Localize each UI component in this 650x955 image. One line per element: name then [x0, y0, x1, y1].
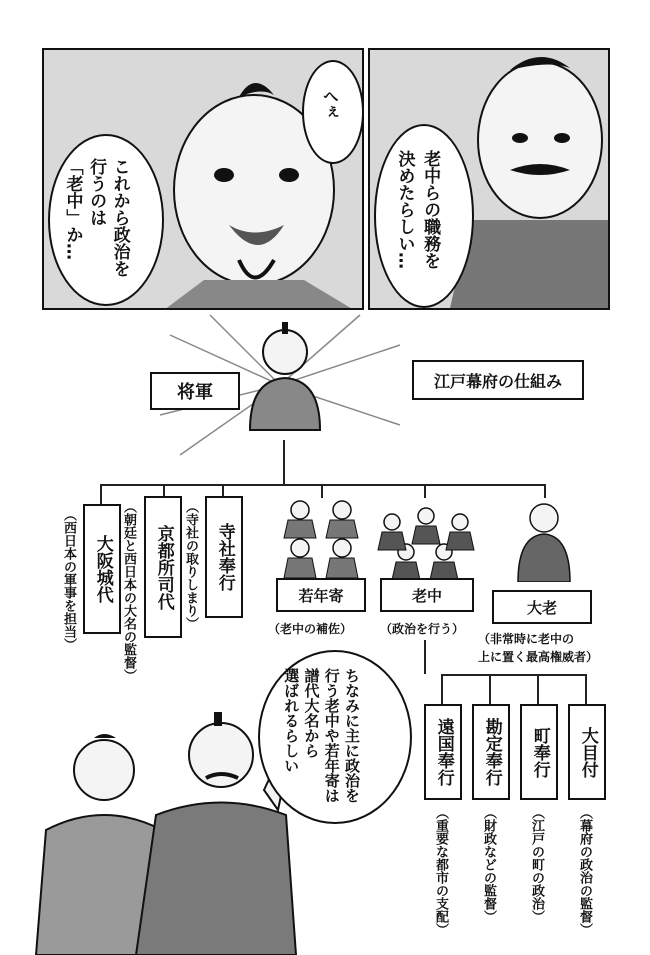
label-osaka-jodai: 大阪城代: [92, 535, 113, 603]
connector: [222, 484, 224, 496]
note-osaka-jodai: （西日本の軍事を担当）: [60, 508, 76, 651]
box-kanjo-bugyo: [472, 704, 510, 800]
box-tairo: [492, 590, 592, 624]
label-kanjo-bugyo: 勘定奉行: [481, 718, 502, 786]
label-tairo: 大老: [526, 598, 557, 617]
speech-line: 選ばれるらしい: [282, 668, 301, 773]
roju-figures: [374, 504, 478, 580]
connector: [163, 484, 165, 496]
connector: [441, 674, 443, 704]
samurai-character-face: [450, 50, 610, 308]
note-wakadoshiyori: （老中の補佐）: [268, 622, 353, 636]
box-roju: [380, 578, 474, 612]
speech-text-right: [394, 150, 439, 269]
box-jisha-bugyo: [205, 496, 243, 618]
box-kyoto-shoshidai: [144, 496, 182, 638]
connector: [489, 674, 491, 704]
speech-line: これから政治を: [109, 158, 130, 277]
note-tairo-line: （非常時に老中の: [478, 632, 575, 646]
note-tairo: [478, 630, 598, 666]
note-machi-bugyo: （江戸の町の政治）: [528, 806, 544, 923]
tairo-figure: [514, 496, 574, 582]
manga-panel-left: [42, 48, 364, 310]
label-ongoku-bugyo: 遠国奉行: [433, 718, 454, 786]
note-kyoto-shoshidai: （朝廷と西日本の大名の監督）: [120, 500, 136, 682]
note-ometsuke: （幕府の政治の監督）: [576, 806, 592, 936]
connector: [585, 674, 587, 704]
connector: [283, 440, 285, 484]
label-machi-bugyo: 町奉行: [529, 726, 550, 778]
connector: [424, 484, 426, 498]
note-kanjo-bugyo: （財政などの監督）: [480, 806, 496, 923]
speech-line: ちなみに主に政治を: [343, 668, 361, 803]
note-roju: （政治を行う）: [380, 622, 465, 636]
speech-line: 行う老中や若年寄は: [322, 668, 341, 803]
box-chart-title: [412, 360, 584, 400]
label-ometsuke: 大目付: [577, 726, 598, 778]
box-wakadoshiyori: [276, 578, 366, 612]
speech-line: 譜代大名から: [302, 668, 321, 758]
connector: [100, 484, 546, 486]
speech-line: 決めたらしい…: [394, 150, 415, 269]
wakadoshiyori-figures: [278, 496, 364, 578]
connector: [100, 484, 102, 504]
speech-line: 老中らの職務を: [420, 150, 441, 269]
box-osaka-jodai: [83, 504, 121, 634]
connector: [424, 640, 426, 674]
speech-line: 「老中」か…: [62, 158, 83, 260]
shogun-figure: [240, 320, 330, 440]
box-machi-bugyo: [520, 704, 558, 800]
label-wakadoshiyori: 若年寄: [298, 586, 344, 605]
speech-text-left: [62, 158, 129, 277]
box-ongoku-bugyo: [424, 704, 462, 800]
connector: [537, 674, 539, 704]
manga-panel-right: [368, 48, 610, 310]
label-roju: 老中: [411, 586, 442, 605]
label-kyoto-shoshidai: 京都所司代: [153, 524, 174, 610]
note-tairo-line: 上に置く最高権威者）: [478, 650, 599, 664]
speech-line: 行うのは: [86, 158, 107, 226]
label-jisha-bugyo: 寺社奉行: [214, 523, 235, 591]
speech-text-he: へぇ: [320, 88, 340, 120]
box-shogun: [150, 372, 240, 410]
note-ongoku-bugyo: （重要な都市の支配）: [432, 806, 448, 936]
note-jisha-bugyo: （寺社の取りしまり）: [182, 500, 198, 630]
box-ometsuke: [568, 704, 606, 800]
speech-text-bottom: [282, 668, 360, 803]
label-shogun: 将軍: [177, 382, 213, 403]
chart-title: 江戸幕府の仕組み: [433, 371, 562, 391]
connector: [441, 674, 587, 676]
